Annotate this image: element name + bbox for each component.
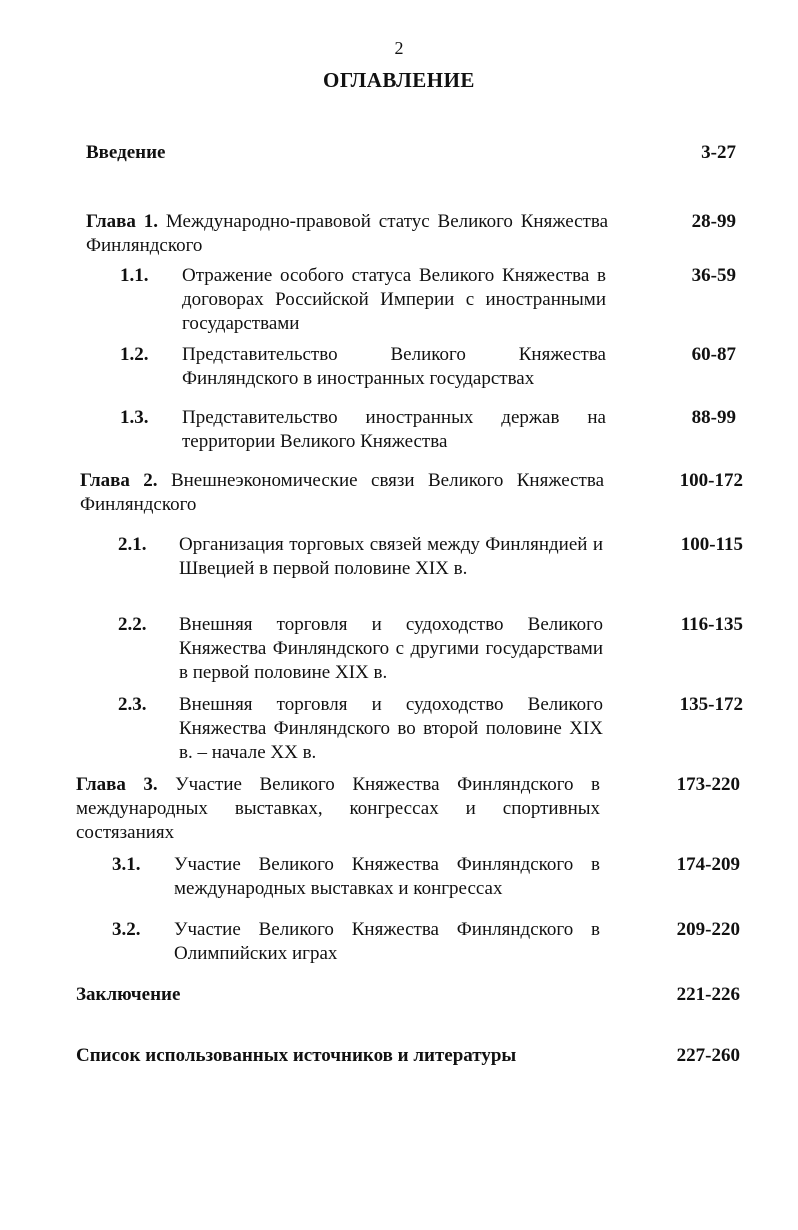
toc-pages: 36-59 [691,265,736,286]
toc-pages: 100-172 [679,470,743,491]
toc-entry-section-2-2[interactable] [80,613,743,685]
toc-label: Заключение [76,984,181,1005]
toc-pages: 3-27 [701,142,736,163]
toc-pages: 221-226 [676,984,740,1005]
toc-entry-section-3-1[interactable] [76,853,740,901]
toc-entry-section-2-1[interactable] [80,533,743,581]
toc-text: Представительство Великого Княжества Финляндского в иностранных государствах [182,344,606,389]
toc-entry-bibliography[interactable] [76,1044,740,1068]
toc-entry-chapter-2[interactable] [80,469,743,517]
toc-number: 2.1. [118,534,147,555]
toc-label: Глава 1. [86,211,158,232]
toc-number: 3.2. [112,919,141,940]
toc-text: Отражение особого статуса Великого Княжества в договорах Российской Империи с иностранными государствами [182,265,606,334]
page-title: ОГЛАВЛЕНИЕ [323,68,475,92]
toc-text: Международно-правовой статус Великого Княжества Финляндского [86,211,609,256]
toc-pages: 60-87 [691,344,736,365]
toc-number: 1.2. [120,344,149,365]
toc-entry-section-2-3[interactable] [80,693,743,765]
toc-pages: 100-115 [680,534,743,555]
toc-text: Внешняя торговля и судоходство Великого Княжества Финляндского во второй половине XIX в. – начале XX в. [179,694,603,763]
toc-entry-section-1-1[interactable] [86,264,736,336]
toc-entry-chapter-1[interactable] [86,210,736,258]
toc-text: Участие Великого Княжества Финляндского в Олимпийских играх [174,919,600,964]
toc-pages: 116-135 [680,614,743,635]
toc-pages: 135-172 [679,694,743,715]
toc-text: Участие Великого Княжества Финляндского в международных выставках и конгрессах [174,854,600,899]
toc-pages: 28-99 [691,211,736,232]
toc-pages: 173-220 [676,774,740,795]
toc-entry-section-1-3[interactable] [86,406,736,454]
toc-pages: 88-99 [691,407,736,428]
toc-entry-conclusion[interactable] [76,983,740,1007]
toc-number: 2.3. [118,694,147,715]
toc-label: Введение [86,142,166,163]
toc-entry-section-3-2[interactable] [76,918,740,966]
page-number: 2 [394,38,404,58]
toc-text: Участие Великого Княжества Финляндского в международных выставках, конгрессах и спортивных состязаниях [76,774,601,843]
toc-number: 2.2. [118,614,147,635]
toc-pages: 227-260 [676,1045,740,1066]
toc-pages: 174-209 [676,854,740,875]
toc-number: 1.1. [120,265,149,286]
toc-text: Внешнеэкономические связи Великого Княжества Финляндского [80,470,605,515]
toc-label: Глава 3. [76,774,158,795]
toc-text: Представительство иностранных держав на территории Великого Княжества [182,407,606,452]
toc-label: Список использованных источников и литературы [76,1045,517,1066]
toc-number: 1.3. [120,407,149,428]
toc-entry-chapter-3[interactable] [76,773,740,845]
toc-text: Организация торговых связей между Финляндией и Швецией в первой половине XIX в. [179,534,603,579]
toc-pages: 209-220 [676,919,740,940]
toc-label: Глава 2. [80,470,158,491]
toc-entry-section-1-2[interactable] [86,343,736,391]
toc-text: Внешняя торговля и судоходство Великого Княжества Финляндского с другими государствами в первой половине XIX в. [179,614,603,683]
toc-number: 3.1. [112,854,141,875]
toc-entry-introduction[interactable] [86,141,736,165]
